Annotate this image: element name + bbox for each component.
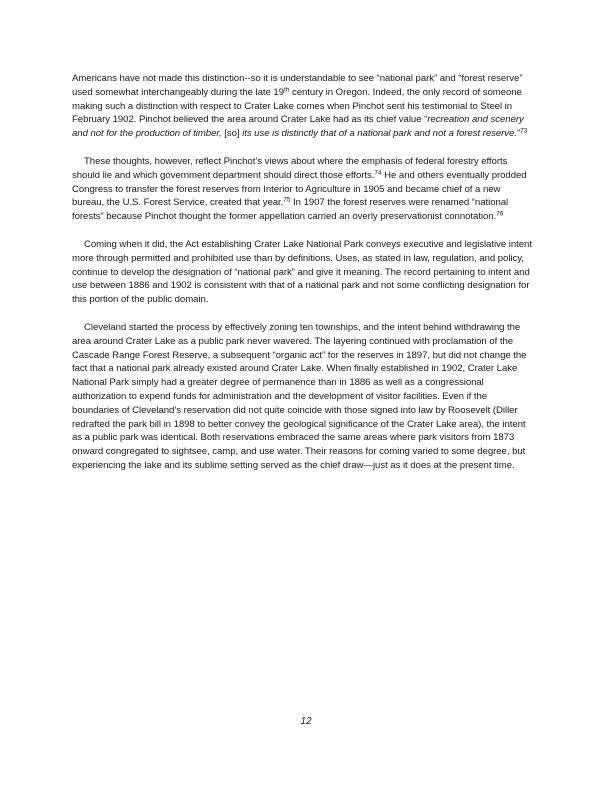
footnote-reference: 74 [374,169,382,177]
text-run: He and others eventually prodded Congress to transfer the forest reserves from Interior to Agriculture in 1905 and became chief of a new bureau, the U.S. Forest Service, created that year. [72,169,527,209]
paragraph [72,321,532,473]
text-run: Americans have not made this distinction--so it is understandable to see “national park” and “forest reserve” used somewhat interchangeably during the late 19 [72,73,523,98]
page-number: 12 [300,716,312,727]
text-run: These thoughts, however, reflect Pinchot’s views about where the emphasis of federal forestry efforts should lie and which government department should direct those efforts. [72,155,508,181]
text-run: Cleveland started the process by effectively zoning ten townships, and the intent behind withdrawing the area around Crater Lake as a public park never wavered. The layering continued with proclamation of the Cascade Range Forest Reserve, a subsequent “organic act” for the reserves in 1897, but did not change the fact that a national park already existed around Crater Lake. When finally established in 1902, Crater Lake National Park simply had a greater degree of permanence than in 1886 as well as a congressional authorization to expend funds for administration and the development of visitor facilities. Even if the boundaries of Cleveland’s reservation did not quite coincide with those signed into law by Roosevelt (Diller redrafted the park bill in 1898 to better convey the geological significance of the Crater Lake area), the intent as a public park was identical. Both reservations embraced the same areas where park visitors from 1873 onward congregated to sightsee, camp, and use water. Their reasons for coming varied to some degree, but experiencing the lake and its sublime setting served as the chief draw—just as it does at the present time. [72,321,527,471]
text-run: ” [516,128,521,140]
text-run: century in Oregon. Indeed, the only record of someone making such a distinction with respect to Crater Lake comes when Pinchot sent his testimonial to Steel in February 1902. Pinchot believed the area around Crater Lake had as its chief value “ [72,86,522,126]
footnote-reference: th [284,86,290,94]
paragraph [72,72,532,141]
footnote-reference: 75 [283,196,291,204]
paragraph [72,238,532,307]
text-run: In 1907 the forest reserves were renamed “national forests” because Pinchot thought the former appellation carried an overly preservationist connotation. [72,197,509,223]
text-run: Coming when it did, the Act establishing Crater Lake National Park conveys executive and legislative intent more through permitted and prohibited use than by definitions. Uses, as stated in law, regulation, and policy, continue to develop the designation of “national park” and give it meaning. The record pertaining to intent and use between 1886 and 1902 is consistent with that of a national park and not some conflicting designation for this portion of the public domain. [72,238,532,306]
paragraph [72,155,532,224]
document-body [72,72,532,487]
quoted-text: recreation and scenery and not for the production of timber, [72,114,524,140]
footnote-reference: 76 [496,210,504,218]
quoted-text: its use is distinctly that of a national park and not a forest reserve. [242,128,517,140]
footnote-reference: 73 [520,127,528,135]
text-run: [so] [221,128,243,140]
